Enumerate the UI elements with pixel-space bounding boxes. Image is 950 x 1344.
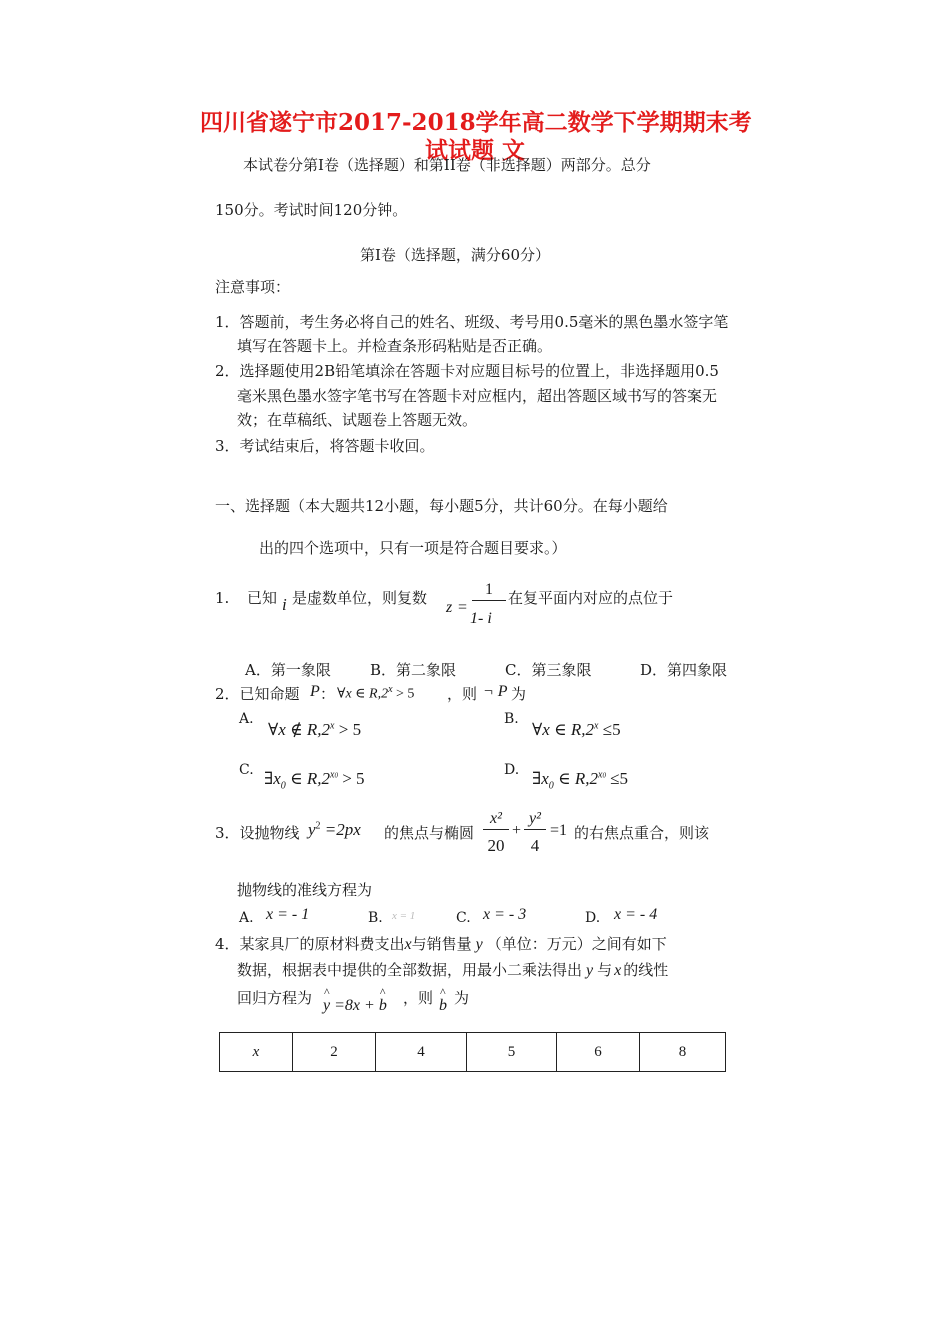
q2-b-base: ∀x ∈ R,2	[532, 720, 595, 739]
q2-expression	[337, 684, 414, 703]
q2-d-tail: ≤5	[605, 769, 629, 788]
q4-line-3-text-a: 回归方程为	[237, 989, 313, 1007]
q2-b-tail: ≤5	[598, 720, 621, 739]
q4-regression	[323, 997, 387, 1015]
q2-d-base1: ∃x	[532, 769, 549, 788]
q2-a-tail: > 5	[334, 720, 362, 739]
q2-d-supsub: 0	[602, 771, 606, 780]
q3-option-a-math: x = - 1	[266, 906, 310, 923]
q2-expr-gt: > 5	[392, 686, 415, 702]
q1-text-2: 是虚数单位，则复数	[292, 589, 428, 607]
note-2-line-2: 毫米黑色墨水签字笔书写在答题卡对应框内，超出答题区域书写的答案无	[237, 387, 718, 405]
q2-prefix: 2．已知命题	[215, 685, 300, 703]
q1-text-3: 在复平面内对应的点位于	[508, 589, 674, 607]
q3-prefix: 3．设抛物线	[215, 824, 300, 842]
q2-suffix: 为	[511, 685, 527, 703]
q1-number: 1.	[215, 589, 230, 607]
q3-frac2-den: 4	[530, 836, 540, 855]
q1-imaginary-unit: i	[282, 595, 287, 614]
q4-l2b: 与	[597, 961, 613, 979]
q2-neg-p: ¬ P	[483, 683, 508, 700]
q4-x2: x	[614, 962, 622, 979]
q4-l2a: 数据，根据表中提供的全部数据，用最小二乘法得出	[237, 961, 583, 979]
q3-suffix: 的右焦点重合，则该	[574, 824, 710, 842]
q4-b-hat2: ^ b	[439, 997, 447, 1015]
q3-option-b-label: B.	[368, 910, 383, 926]
q2-option-c-math	[264, 769, 365, 791]
q2-c-sup: x	[330, 769, 335, 781]
q4-l1a: 4．某家具厂的原材料费支出	[215, 935, 405, 953]
q2-mid: ，则	[447, 685, 478, 703]
q2-colon: ：	[320, 685, 336, 703]
q1-numerator: 1	[472, 580, 506, 601]
table-cell: 6	[557, 1033, 640, 1072]
q1-text-1: 已知	[247, 589, 278, 607]
q2-option-d-label: D.	[504, 762, 520, 778]
note-1-line-2: 填写在答题卡上。并检查条形码粘贴是否正确。	[237, 337, 553, 355]
q2-d-sup: x	[598, 769, 603, 781]
section-heading: 第Ⅰ卷（选择题，满分60分）	[360, 246, 551, 264]
q1-option-a: A．第一象限	[245, 661, 331, 679]
q2-c-supsub: 0	[334, 771, 338, 780]
q3-plus: +	[512, 822, 522, 839]
q1-equals: =	[458, 599, 468, 616]
table-cell: x	[220, 1033, 293, 1072]
q3-y-sup: 2	[315, 820, 321, 832]
q1-z: z	[446, 599, 453, 616]
q3-option-c-label: C.	[456, 910, 471, 926]
q4-reg: =8x +	[330, 997, 379, 1014]
q3-line-2: 抛物线的准线方程为	[237, 881, 373, 899]
q4-b-hat: ^ b	[379, 997, 387, 1015]
q4-l1b: 与销售量	[411, 935, 472, 953]
q1-option-c: C．第三象限	[505, 661, 592, 679]
table-cell: 5	[467, 1033, 557, 1072]
q2-p: P	[310, 683, 320, 700]
q3-option-d-label: D.	[585, 910, 601, 926]
q4-l1c: （单位：万元）之间有如下	[486, 935, 667, 953]
title-line-2: 试试题 文	[424, 137, 525, 164]
table-cell: 2	[293, 1033, 376, 1072]
q3-eq: =2px	[320, 820, 361, 839]
note-3: 3．考试结束后，将答题卡收回。	[215, 437, 435, 455]
q4-y-hat: ^ y	[323, 997, 330, 1015]
q1-option-d: D．第四象限	[640, 661, 728, 679]
q2-c-base1: ∃x	[264, 769, 281, 788]
intro-line-2: 150分。考试时间120分钟。	[215, 201, 408, 219]
q1-option-b: B．第二象限	[370, 661, 457, 679]
q4-line-3-text-c: 为	[454, 989, 470, 1007]
table-cell: 8	[640, 1033, 726, 1072]
q3-option-c-math: x = - 3	[483, 906, 527, 923]
q2-c-sub: 0	[280, 780, 286, 792]
q3-frac2-num: y²	[524, 809, 546, 830]
table-cell: 4	[376, 1033, 467, 1072]
q2-option-a-label: A.	[239, 711, 254, 727]
q3-frac1-den: 20	[487, 836, 505, 855]
q2-a-base: ∀x ∉ R,2	[268, 720, 331, 739]
q2-c-tail: > 5	[337, 769, 365, 788]
q4-y: y	[475, 936, 483, 953]
q2-option-d-math	[532, 769, 628, 791]
q2-c-base2: ∈ R,2	[285, 769, 330, 788]
note-2-line-1: 2．选择题使用2B铅笔填涂在答题卡对应题目标号的位置上，非选择题用0.5	[215, 362, 719, 380]
intro-line-1: 本试卷分第Ⅰ卷（选择题）和第II卷（非选择题）两部分。总分	[243, 156, 651, 174]
q2-b-sup: x	[594, 720, 599, 732]
part1-line-1: 一、选择题（本大题共12小题，每小题5分，共计60分。在每小题给	[215, 497, 668, 515]
q3-mid: 的焦点与椭圆	[384, 824, 475, 842]
q3-option-d-math: x = - 4	[614, 906, 658, 923]
q3-option-a-label: A.	[239, 910, 254, 926]
q4-line-3-text-b: ，则	[403, 989, 434, 1007]
q3-parabola	[308, 820, 361, 840]
q2-d-sub: 0	[548, 780, 554, 792]
q2-option-a-math	[268, 720, 361, 740]
q4-x: x	[404, 936, 412, 953]
q4-y2: y	[586, 962, 594, 979]
note-1-line-1: 1．答题前，考生务必将自己的姓名、班级、考号用0.5毫米的黑色墨水签字笔	[215, 313, 729, 331]
q2-option-b-label: B.	[504, 711, 519, 727]
q1-denominator: 1- i	[470, 610, 492, 627]
q2-expr-exp: x	[388, 684, 393, 695]
q4-line-2	[237, 960, 668, 981]
note-2-line-3: 效；在草稿纸、试题卷上答题无效。	[237, 411, 478, 429]
q4-b-hat-2	[439, 997, 447, 1015]
q2-d-base2: ∈ R,2	[553, 769, 598, 788]
q3-y: y	[308, 820, 316, 839]
q2-option-c-label: C.	[239, 762, 254, 778]
q3-option-b-math: x = 1	[392, 910, 416, 922]
data-table	[219, 1032, 726, 1072]
q4-l2c: 的线性	[623, 961, 669, 979]
q2-option-b-math	[532, 720, 621, 740]
q3-frac1-num: x²	[483, 809, 509, 830]
q2-expr-base: ∀x ∈ R,2	[337, 686, 389, 702]
title-line-1: 四川省遂宁市2017-2018学年高二数学下学期期末考	[200, 109, 752, 136]
notes-heading: 注意事项：	[215, 278, 291, 296]
q2-a-sup: x	[330, 720, 335, 732]
q4-line-1	[215, 934, 667, 955]
q3-eq1: =1	[550, 822, 568, 839]
table-row	[220, 1033, 726, 1072]
part1-line-2: 出的四个选项中，只有一项是符合题目要求。）	[259, 539, 567, 557]
